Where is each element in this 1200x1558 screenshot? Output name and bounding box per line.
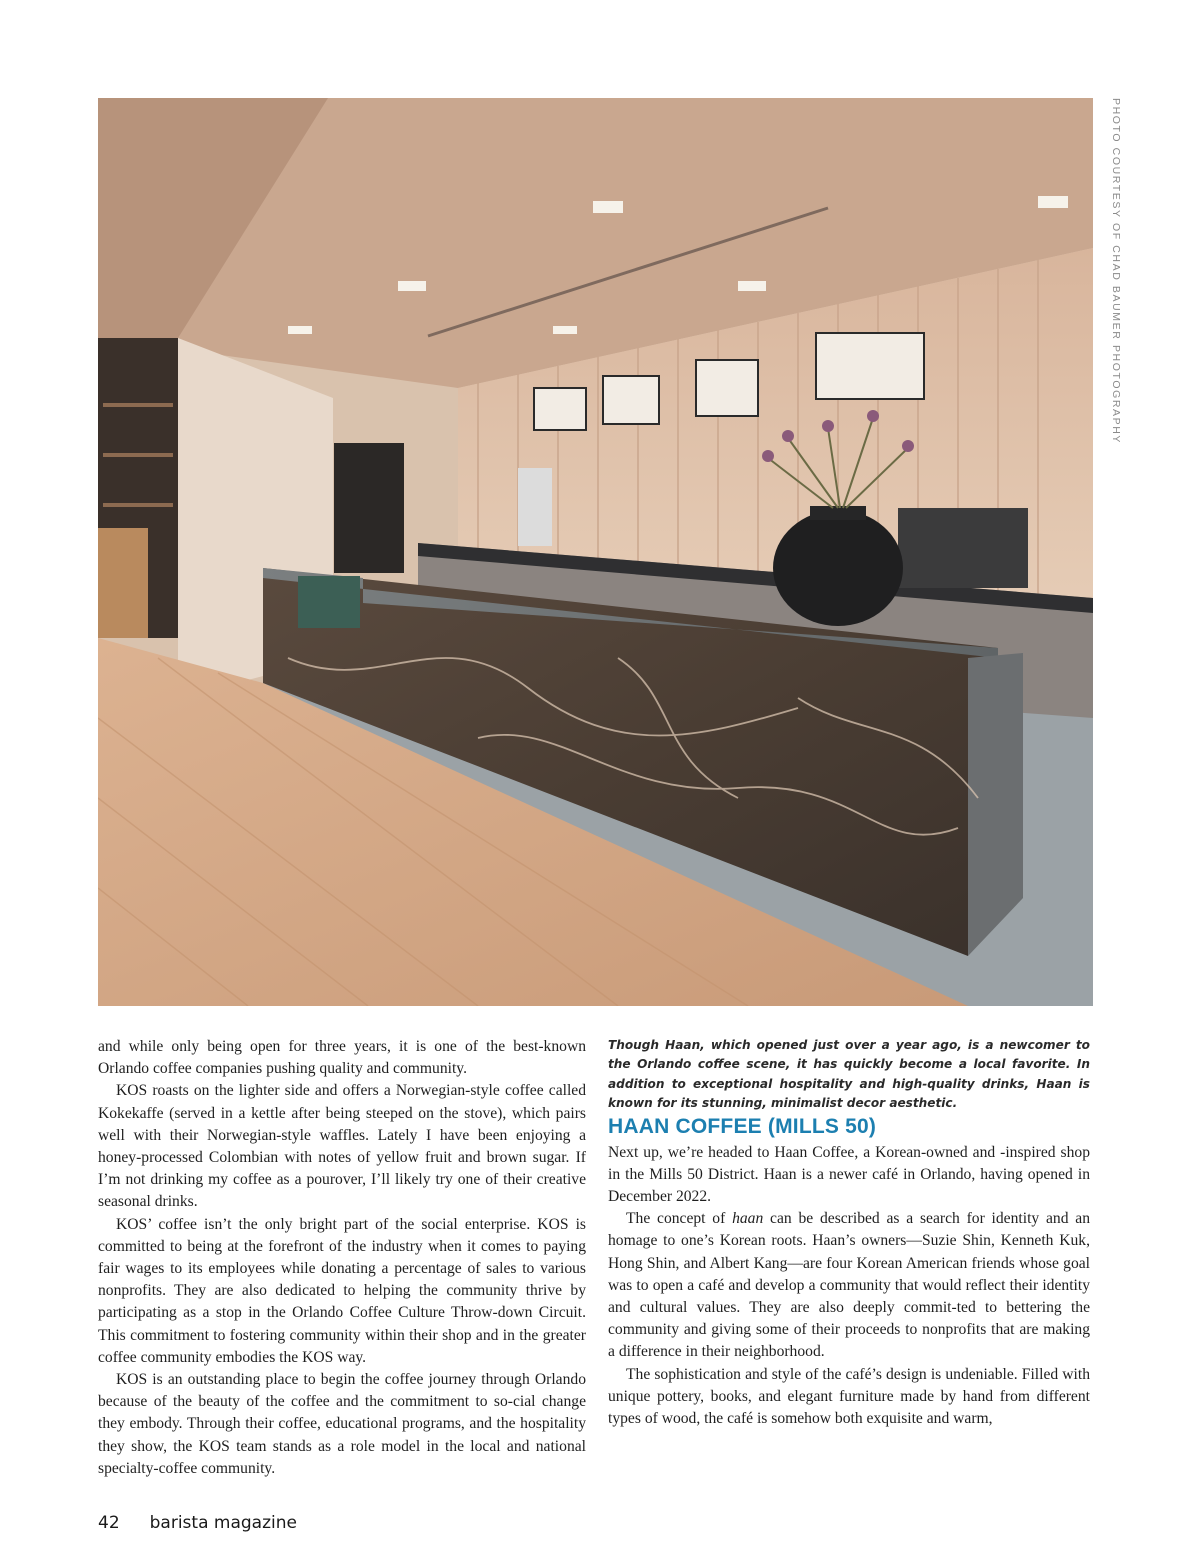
body-paragraph: and while only being open for three years, it is one of the best-known Orlando coffee companies pushing quality and community. (98, 1038, 586, 1078)
body-paragraph (608, 1208, 1090, 1363)
section-heading: HAAN COFFEE (MILLS 50) (608, 1114, 877, 1138)
page-number: 42 (98, 1513, 120, 1533)
publication-name: barista magazine (149, 1513, 297, 1533)
text-run: The concept of (626, 1210, 733, 1228)
cafe-interior-photo (98, 98, 1093, 1006)
body-paragraph: KOS roasts on the lighter side and offers a Norwegian-style coffee called Kokekaffe (served in a kettle after being steeped on the stove), which pairs well with their Norwegian-style waffles. Lately I have been enjoying a honey-processed Colombian with notes of yellow fruit and brown sugar. If I’m not drinking my coffee as a pourover, I’ll likely try one of their creative seasonal drinks. (98, 1082, 586, 1211)
body-paragraph: KOS’ coffee isn’t the only bright part of the social enterprise. KOS is committed to being at the forefront of the industry when it comes to paying fair wages to its employees while donating a percentage of sales to various nonprofits. They are also dedicated to helping the community thrive by participating as a stop in the Orlando Coffee Culture Throw-down Circuit. This commitment to fostering community within their shop and in the greater coffee community embodies the KOS way. (98, 1215, 586, 1366)
right-column (608, 1036, 1090, 1430)
photo-caption: Though Haan, which opened just over a year ago, is a newcomer to the Orlando coffee scene, it has quickly become a local favorite. In addition to exceptional hospitality and high-quality drinks, Haan is known for its stunning, minimalist decor aesthetic. (608, 1038, 1090, 1111)
emphasis-haan: haan (732, 1210, 764, 1228)
text-run: can be described as a search for identity and an homage to one’s Korean roots. Haan’s owners—Suzie Shin, Kenneth Kuk, Hong Shin, and Albert Kang—are four Korean American friends whose goal was to open a café and develop a community that would reflect their identity and cultural values. They are also deeply commit-ted to bettering the community and giving some of their proceeds to nonprofits that are making a difference in their neighborhood. (608, 1210, 1090, 1361)
body-paragraph: The sophistication and style of the café’s design is undeniable. Filled with unique pottery, books, and elegant furniture made by hand from different types of wood, the café is somehow both exquisite and warm, (608, 1365, 1090, 1428)
body-paragraph: Next up, we’re headed to Haan Coffee, a Korean-owned and -inspired shop in the Mills 50 District. Haan is a newer café in Orlando, having opened in December 2022. (608, 1143, 1090, 1206)
page-footer (98, 1513, 297, 1533)
body-paragraph: KOS is an outstanding place to begin the coffee journey through Orlando because of the beauty of the coffee and the commitment to so-cial change they embody. Through their coffee, educational programs, and the hospitality they show, the KOS team stands as a role model in the local and national specialty-coffee community. (98, 1371, 586, 1477)
photo-credit: PHOTO COURTESY OF CHAD BAUMER PHOTOGRAPHY (1110, 98, 1122, 445)
left-column (98, 1036, 586, 1480)
